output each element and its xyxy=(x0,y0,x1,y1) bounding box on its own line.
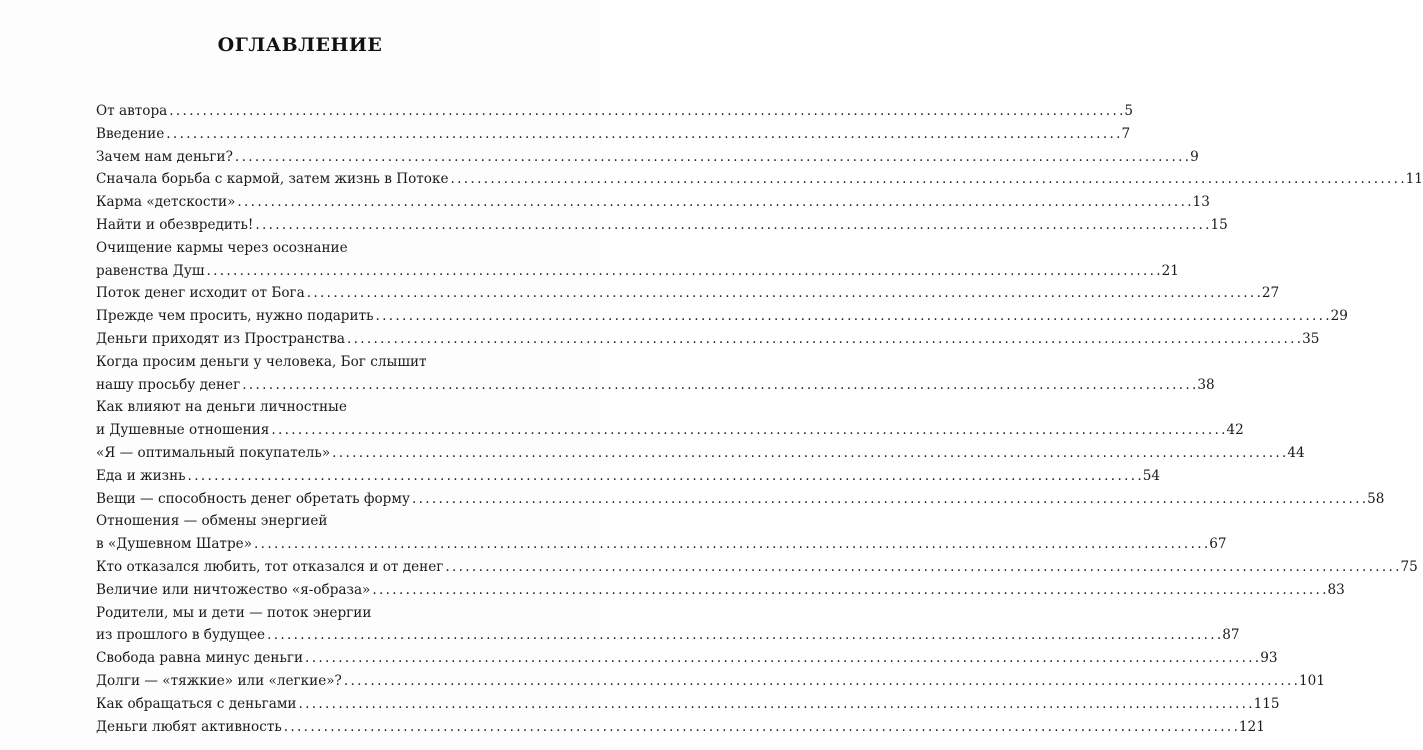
toc-page-number: 9 xyxy=(1190,148,1199,165)
dot-leader xyxy=(347,328,1300,351)
toc-entry xyxy=(96,100,1134,123)
toc-entry-title: Деньги любят активность xyxy=(96,718,282,735)
toc-entry-title: в «Душевном Шатре» xyxy=(96,536,253,553)
toc-page-number: 93 xyxy=(1260,650,1278,667)
toc-page-number: 29 xyxy=(1330,308,1348,325)
toc-entry xyxy=(96,351,1215,397)
toc-entry-title: От автора xyxy=(96,103,168,119)
toc-page-number: 101 xyxy=(1299,672,1325,689)
toc-page-number: 5 xyxy=(1124,103,1134,119)
toc-entry xyxy=(96,465,1161,488)
toc-line xyxy=(96,510,464,533)
toc-entry xyxy=(96,123,1131,146)
dot-leader xyxy=(332,442,1285,465)
toc-line xyxy=(96,533,1227,556)
toc-line xyxy=(96,305,1348,328)
toc-entry-title: Как влияют на деньги личностные xyxy=(96,399,347,416)
toc-entry-title: Родители, мы и дети — поток энергии xyxy=(96,604,372,621)
toc-line xyxy=(96,693,1280,716)
toc-line xyxy=(96,237,464,260)
toc-page-number: 44 xyxy=(1287,444,1305,461)
toc-entry-title: Кто отказался любить, тот отказался и от денег xyxy=(96,558,444,575)
toc-entry xyxy=(96,716,1265,739)
toc-line xyxy=(96,328,1320,351)
dot-leader xyxy=(188,465,1141,488)
toc-entry xyxy=(96,168,1423,191)
toc-page-number: 11 xyxy=(1405,171,1423,188)
toc-line xyxy=(96,579,1345,602)
dot-leader xyxy=(412,488,1365,511)
toc-page-number: 35 xyxy=(1302,330,1320,347)
toc-line xyxy=(96,647,1278,670)
toc-line xyxy=(96,602,464,625)
toc-entry-title: Величие или ничтожество «я-образа» xyxy=(96,581,371,598)
toc-entry-title: «Я — оптимальный покупатель» xyxy=(96,444,331,461)
dot-leader xyxy=(344,670,1297,693)
toc-line xyxy=(96,168,1423,191)
toc-entry-title: Карма «детскости» xyxy=(96,194,236,211)
toc-entry xyxy=(96,328,1320,351)
toc-line xyxy=(96,556,1418,579)
toc-entry xyxy=(96,693,1280,716)
toc-page-number: 75 xyxy=(1400,558,1418,575)
toc-entry-title: Еда и жизнь xyxy=(96,467,186,484)
toc-entry-title: Очищение кармы через осознание xyxy=(96,239,348,256)
toc-entry-title: Как обращаться с деньгами xyxy=(96,695,297,712)
toc-entry xyxy=(96,396,1244,442)
toc-entry-title: Прежде чем просить, нужно подарить xyxy=(96,308,374,325)
toc-page-number: 15 xyxy=(1210,216,1228,233)
toc-entry-title: Найти и обезвредить! xyxy=(96,216,254,233)
toc-line xyxy=(96,260,1179,283)
toc-entry-title: Отношения — обмены энергией xyxy=(96,513,328,530)
toc-entry xyxy=(96,237,1179,283)
dot-leader xyxy=(375,305,1328,328)
toc-line xyxy=(96,442,1305,465)
table-of-contents xyxy=(96,100,1423,738)
dot-leader xyxy=(206,260,1159,283)
toc-line xyxy=(96,716,1265,739)
dot-leader xyxy=(254,533,1207,556)
toc-line xyxy=(96,282,1280,305)
dot-leader xyxy=(255,214,1208,237)
toc-entry xyxy=(96,670,1325,693)
toc-line xyxy=(96,419,1244,442)
toc-line xyxy=(96,123,1131,146)
toc-page-number: 38 xyxy=(1197,376,1215,393)
toc-entry-title: нашу просьбу денег xyxy=(96,376,241,393)
dot-leader xyxy=(169,100,1122,123)
toc-entry xyxy=(96,579,1345,602)
toc-entry-title: и Душевные отношения xyxy=(96,422,270,439)
toc-entry-title: Когда просим деньги у человека, Бог слышит xyxy=(96,353,427,370)
toc-entry-title: Сначала борьба с кармой, затем жизнь в Потоке xyxy=(96,171,449,188)
toc-entry xyxy=(96,146,1199,169)
toc-entry xyxy=(96,510,1227,556)
toc-line xyxy=(96,191,1210,214)
toc-page-number: 58 xyxy=(1367,490,1385,507)
toc-line xyxy=(96,146,1199,169)
toc-page-number: 83 xyxy=(1327,581,1345,598)
dot-leader xyxy=(298,693,1251,716)
toc-line xyxy=(96,465,1161,488)
toc-line xyxy=(96,396,464,419)
dot-leader xyxy=(235,146,1188,169)
toc-entry xyxy=(96,305,1348,328)
toc-line xyxy=(96,670,1325,693)
dot-leader xyxy=(305,647,1258,670)
toc-entry-title: равенства Душ xyxy=(96,262,205,279)
toc-entry-title: Вещи — способность денег обретать форму xyxy=(96,490,410,507)
toc-entry xyxy=(96,282,1280,305)
toc-line xyxy=(96,374,1215,397)
toc-entry xyxy=(96,488,1385,511)
toc-page-number: 67 xyxy=(1209,536,1227,553)
dot-leader xyxy=(237,191,1190,214)
toc-page-number: 27 xyxy=(1261,285,1280,302)
dot-leader xyxy=(166,123,1119,146)
toc-entry-title: Свобода равна минус деньги xyxy=(96,650,304,667)
toc-entry xyxy=(96,602,1240,648)
toc-page-number: 54 xyxy=(1142,467,1161,484)
toc-entry-title: из прошлого в будущее xyxy=(96,627,266,644)
page-title: ОГЛАВЛЕНИЕ xyxy=(217,34,383,56)
toc-entry xyxy=(96,556,1418,579)
toc-line xyxy=(96,351,464,374)
toc-page-number: 7 xyxy=(1121,125,1131,142)
toc-entry xyxy=(96,214,1228,237)
toc-entry-title: Деньги приходят из Пространства xyxy=(96,330,345,347)
toc-entry xyxy=(96,442,1305,465)
dot-leader xyxy=(451,168,1404,191)
dot-leader xyxy=(372,579,1325,602)
dot-leader xyxy=(445,556,1398,579)
dot-leader xyxy=(307,282,1260,305)
toc-page-number: 121 xyxy=(1238,718,1265,735)
toc-line xyxy=(96,624,1240,647)
toc-line xyxy=(96,488,1385,511)
toc-line xyxy=(96,214,1228,237)
toc-page-number: 87 xyxy=(1222,627,1240,644)
toc-page-number: 42 xyxy=(1226,422,1244,439)
toc-entry-title: Зачем нам деньги? xyxy=(96,148,233,165)
toc-page-number: 115 xyxy=(1253,695,1280,712)
toc-entry-title: Поток денег исходит от Бога xyxy=(96,285,305,302)
dot-leader xyxy=(242,374,1195,397)
dot-leader xyxy=(284,716,1237,739)
toc-line xyxy=(96,100,1134,123)
dot-leader xyxy=(267,624,1220,647)
toc-entry-title: Долги — «тяжкие» или «легкие»? xyxy=(96,672,342,689)
toc-page-number: 13 xyxy=(1192,194,1210,211)
toc-page-number: 21 xyxy=(1161,262,1179,279)
toc-entry xyxy=(96,191,1210,214)
toc-entry-title: Введение xyxy=(96,125,165,142)
toc-entry xyxy=(96,647,1278,670)
dot-leader xyxy=(271,419,1224,442)
